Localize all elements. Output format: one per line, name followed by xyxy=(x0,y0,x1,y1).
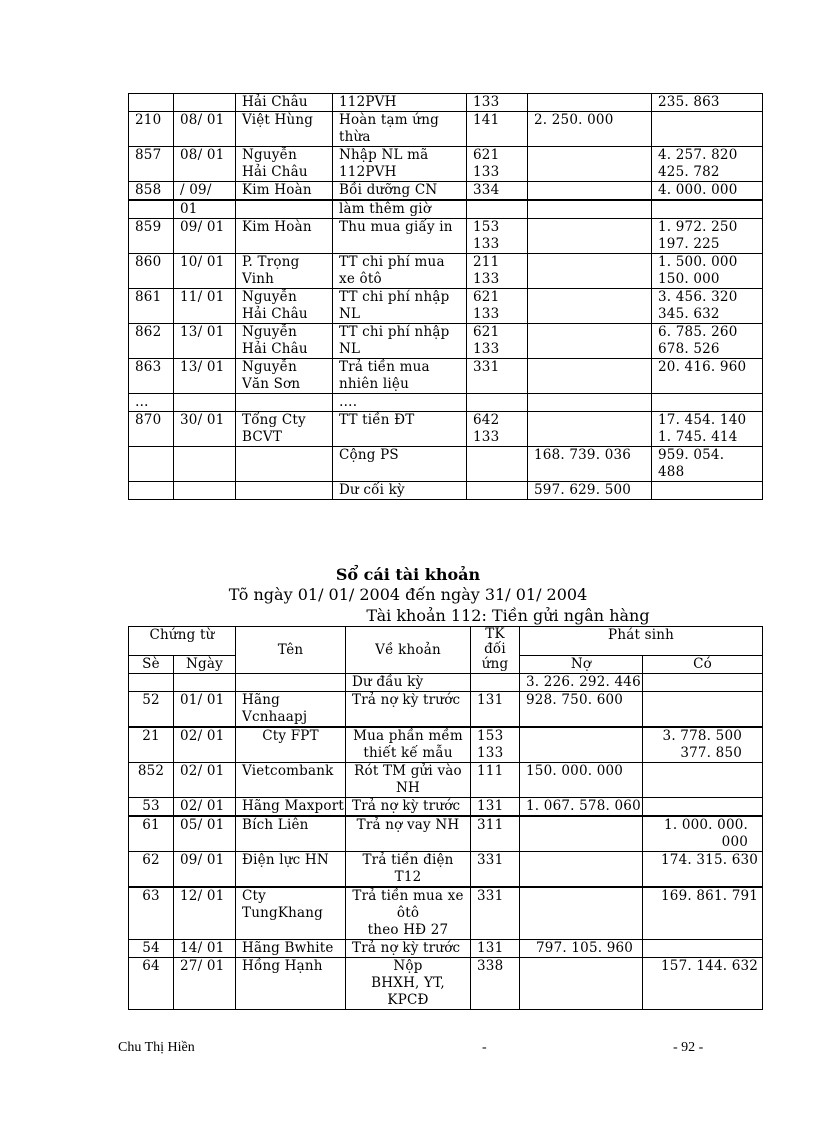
table-cell: 863 xyxy=(129,359,174,394)
table-cell: 30/ 01 xyxy=(174,412,236,447)
header-tk-doi-ung: TK đối ứng xyxy=(471,627,520,674)
table-cell: 311 xyxy=(471,816,520,852)
table-cell: 621 133 xyxy=(467,324,528,359)
table-cell: Nhập NL mã 112PVH xyxy=(333,147,467,182)
table-cell: 621 133 xyxy=(467,147,528,182)
table-cell: Bồi dưỡng CN xyxy=(333,182,467,201)
table-cell xyxy=(528,359,652,394)
table-cell: Hải Châu xyxy=(236,94,333,112)
table-row xyxy=(129,412,763,447)
table-cell: 131 xyxy=(471,692,520,728)
table-row xyxy=(129,798,763,817)
table-cell: 27/ 01 xyxy=(174,958,236,1010)
table-cell xyxy=(528,254,652,289)
table-cell: 235. 863 xyxy=(652,94,763,112)
table-cell: Hãng Bwhite xyxy=(236,940,346,958)
table-cell xyxy=(528,324,652,359)
table-cell xyxy=(467,447,528,482)
page-number: - 92 - xyxy=(673,1040,704,1055)
ledger-account: Tài khoản 112: Tiền gửi ngân hàng xyxy=(366,606,650,625)
table-cell xyxy=(174,394,236,412)
table-cell: 334 xyxy=(467,182,528,201)
table-cell: 597. 629. 500 xyxy=(528,482,652,500)
table-cell: 63 xyxy=(129,887,174,940)
table-cell: 859 xyxy=(129,219,174,254)
table-cell: TT chi phí nhập NL xyxy=(333,289,467,324)
table-cell: Nộp BHXH, YT, KPCĐ xyxy=(346,958,471,1010)
table-cell: 17. 454. 140 1. 745. 414 xyxy=(652,412,763,447)
table-row xyxy=(129,727,763,763)
table-cell: / 09/ xyxy=(174,182,236,201)
ledger-title: Sổ cái tài khoản xyxy=(335,565,481,584)
table-cell: 3. 226. 292. 446 xyxy=(520,674,643,692)
table-cell: TT tiền ĐT xyxy=(333,412,467,447)
table-cell: 4. 257. 820 425. 782 xyxy=(652,147,763,182)
table-row xyxy=(129,112,763,147)
table-row xyxy=(129,254,763,289)
table-cell xyxy=(467,200,528,219)
table-row xyxy=(129,940,763,958)
table-row xyxy=(129,147,763,182)
table-cell xyxy=(129,674,174,692)
table-cell: 13/ 01 xyxy=(174,359,236,394)
table-cell: Trả tiền mua nhiên liệu xyxy=(333,359,467,394)
table-cell: 13/ 01 xyxy=(174,324,236,359)
table-cell: 621 133 xyxy=(467,289,528,324)
table-cell: Cty FPT xyxy=(236,727,346,763)
table-cell: 1. 067. 578. 060 xyxy=(520,798,643,817)
table-cell: Hoàn tạm ứng thừa xyxy=(333,112,467,147)
ledger-period: Tõ ngày 01/ 01/ 2004 đến ngày 31/ 01/ 2004 xyxy=(228,585,588,604)
table-cell: Nguyễn Hải Châu xyxy=(236,289,333,324)
table-cell: Trả nợ kỳ trước xyxy=(346,692,471,728)
table-cell: 52 xyxy=(129,692,174,728)
table-cell: 09/ 01 xyxy=(174,219,236,254)
table-cell: Dư đầu kỳ xyxy=(346,674,471,692)
table-row xyxy=(129,200,763,219)
table-row xyxy=(129,482,763,500)
table-cell xyxy=(174,94,236,112)
table-row xyxy=(129,958,763,1010)
table-cell: Cty TungKhang xyxy=(236,887,346,940)
table-cell: Điện lực HN xyxy=(236,852,346,888)
table-cell: Trả nợ kỳ trước xyxy=(346,798,471,817)
table-cell xyxy=(129,200,174,219)
header-no: Nợ xyxy=(520,656,643,674)
table-cell: 02/ 01 xyxy=(174,763,236,798)
table-cell: Việt Hùng xyxy=(236,112,333,147)
table-cell: 09/ 01 xyxy=(174,852,236,888)
table-cell: 860 xyxy=(129,254,174,289)
table-row xyxy=(129,289,763,324)
table-cell xyxy=(652,112,763,147)
table-cell: 01/ 01 xyxy=(174,692,236,728)
table-row xyxy=(129,324,763,359)
table-row xyxy=(129,394,763,412)
table-cell: 131 xyxy=(471,940,520,958)
table-cell: 331 xyxy=(471,852,520,888)
table-cell xyxy=(528,412,652,447)
table-cell: 11/ 01 xyxy=(174,289,236,324)
header-ngay: Ngày xyxy=(174,656,236,674)
table-cell: 153 133 xyxy=(467,219,528,254)
table-row xyxy=(129,852,763,888)
table-cell: Trả nợ vay NH xyxy=(346,816,471,852)
header-so: Sè xyxy=(129,656,174,674)
table-cell: 05/ 01 xyxy=(174,816,236,852)
table-cell: 210 xyxy=(129,112,174,147)
table-cell xyxy=(652,482,763,500)
table-row xyxy=(129,359,763,394)
table-cell: Nguyễn Hải Châu xyxy=(236,147,333,182)
table-cell: 862 xyxy=(129,324,174,359)
table-cell xyxy=(174,447,236,482)
table-cell: 338 xyxy=(471,958,520,1010)
table-cell: Hãng Maxport xyxy=(236,798,346,817)
table-cell: 1. 500. 000 150. 000 xyxy=(652,254,763,289)
table-row xyxy=(129,692,763,728)
table-cell: 642 133 xyxy=(467,412,528,447)
table-cell xyxy=(174,482,236,500)
table-cell xyxy=(528,182,652,201)
table-cell: Kim Hoàn xyxy=(236,182,333,201)
header-co: Có xyxy=(643,656,763,674)
table-cell: 211 133 xyxy=(467,254,528,289)
table-row xyxy=(129,447,763,482)
general-ledger-table xyxy=(128,626,763,1010)
table-cell: Hãng Vcnhaapj xyxy=(236,692,346,728)
table-cell: 157. 144. 632 xyxy=(643,958,763,1010)
table-row xyxy=(129,816,763,852)
table-cell xyxy=(520,887,643,940)
table-cell: 64 xyxy=(129,958,174,1010)
table-cell: Mua phần mềm thiết kế mẫu xyxy=(346,727,471,763)
table-cell xyxy=(643,940,763,958)
table-cell xyxy=(520,958,643,1010)
header-ve-khoan: Về khoản xyxy=(346,627,471,674)
table-cell: 20. 416. 960 xyxy=(652,359,763,394)
table-cell xyxy=(520,816,643,852)
footer-author: Chu Thị Hiền xyxy=(118,1040,195,1055)
table-cell: Nguyễn Văn Sơn xyxy=(236,359,333,394)
table-row xyxy=(129,887,763,940)
header-chung-tu: Chứng từ xyxy=(129,627,236,656)
table-cell xyxy=(174,674,236,692)
table-cell: Kim Hoàn xyxy=(236,219,333,254)
table-cell: 861 xyxy=(129,289,174,324)
table-cell: TT chi phí mua xe ôtô xyxy=(333,254,467,289)
table-cell: 02/ 01 xyxy=(174,798,236,817)
table-cell: 174. 315. 630 xyxy=(643,852,763,888)
table-cell: 62 xyxy=(129,852,174,888)
table-cell: 797. 105. 960 xyxy=(520,940,643,958)
table-cell xyxy=(236,200,333,219)
table-cell: Cộng PS xyxy=(333,447,467,482)
table-cell: 1. 000. 000. 000 xyxy=(643,816,763,852)
table-cell xyxy=(471,674,520,692)
table-row xyxy=(129,674,763,692)
table-cell: 852 xyxy=(129,763,174,798)
table-cell xyxy=(520,727,643,763)
table-cell xyxy=(528,147,652,182)
table-cell xyxy=(528,200,652,219)
table-cell xyxy=(236,447,333,482)
table-cell: 12/ 01 xyxy=(174,887,236,940)
table-cell: 08/ 01 xyxy=(174,147,236,182)
table-cell: 331 xyxy=(471,887,520,940)
table-cell: 53 xyxy=(129,798,174,817)
table-cell: 02/ 01 xyxy=(174,727,236,763)
table-cell: Nguyễn Hải Châu xyxy=(236,324,333,359)
table-row xyxy=(129,763,763,798)
table-cell: Hồng Hạnh xyxy=(236,958,346,1010)
header-row xyxy=(129,627,763,656)
table-cell: Bích Liên xyxy=(236,816,346,852)
table-cell: 3. 456. 320 345. 632 xyxy=(652,289,763,324)
table-cell: 111 xyxy=(471,763,520,798)
table-cell xyxy=(528,94,652,112)
table-cell: 141 xyxy=(467,112,528,147)
table-cell: Trả nợ kỳ trước xyxy=(346,940,471,958)
table-cell xyxy=(643,798,763,817)
table-cell: 1. 972. 250 197. 225 xyxy=(652,219,763,254)
table-cell: 133 xyxy=(467,94,528,112)
table-row xyxy=(129,94,763,112)
table-cell xyxy=(467,482,528,500)
table-cell: TT chi phí nhập NL xyxy=(333,324,467,359)
table-row xyxy=(129,182,763,201)
table-cell: 4. 000. 000 xyxy=(652,182,763,201)
table-cell xyxy=(643,674,763,692)
table-cell xyxy=(236,482,333,500)
table-cell: 331 xyxy=(467,359,528,394)
table-cell: P. Trọng Vinh xyxy=(236,254,333,289)
table-cell: 858 xyxy=(129,182,174,201)
table-cell xyxy=(236,394,333,412)
table-cell xyxy=(643,692,763,728)
header-ten: Tên xyxy=(236,627,346,674)
table-cell: …. xyxy=(333,394,467,412)
table-cell: Thu mua giấy in xyxy=(333,219,467,254)
table-cell: 01 xyxy=(174,200,236,219)
table-cell: 21 xyxy=(129,727,174,763)
table-cell xyxy=(652,394,763,412)
table-cell: 131 xyxy=(471,798,520,817)
table-cell xyxy=(528,289,652,324)
table-cell: làm thêm giờ xyxy=(333,200,467,219)
table-cell: 928. 750. 600 xyxy=(520,692,643,728)
table-cell xyxy=(652,200,763,219)
table-cell: 10/ 01 xyxy=(174,254,236,289)
table-cell xyxy=(236,674,346,692)
header-phat-sinh: Phát sinh xyxy=(520,627,763,656)
table-cell xyxy=(129,94,174,112)
table-cell: 08/ 01 xyxy=(174,112,236,147)
table-cell: 153 133 xyxy=(471,727,520,763)
table-cell: Dư cối kỳ xyxy=(333,482,467,500)
table-cell: 169. 861. 791 xyxy=(643,887,763,940)
table-cell: 61 xyxy=(129,816,174,852)
table-cell xyxy=(643,763,763,798)
table-cell xyxy=(520,852,643,888)
table-cell: Trả tiền điện T12 xyxy=(346,852,471,888)
table-cell: 857 xyxy=(129,147,174,182)
table-cell xyxy=(528,394,652,412)
table-row xyxy=(129,219,763,254)
footer-separator: - xyxy=(482,1040,487,1055)
table-cell: Rót TM gửi vào NH xyxy=(346,763,471,798)
table-cell xyxy=(467,394,528,412)
table-cell: 3. 778. 500 377. 850 xyxy=(643,727,763,763)
table-cell: 54 xyxy=(129,940,174,958)
table-cell: 6. 785. 260 678. 526 xyxy=(652,324,763,359)
table-cell: 870 xyxy=(129,412,174,447)
table-cell: 112PVH xyxy=(333,94,467,112)
table-cell: Vietcombank xyxy=(236,763,346,798)
ledger-continuation-table xyxy=(128,93,763,500)
table-cell xyxy=(129,482,174,500)
table-cell: 14/ 01 xyxy=(174,940,236,958)
table-cell: 959. 054. 488 xyxy=(652,447,763,482)
table-cell: Tổng Cty BCVT xyxy=(236,412,333,447)
table-cell: 150. 000. 000 xyxy=(520,763,643,798)
table-cell: … xyxy=(129,394,174,412)
table-cell xyxy=(528,219,652,254)
table-cell: Trả tiền mua xe ôtô theo HĐ 27 xyxy=(346,887,471,940)
table-cell: 168. 739. 036 xyxy=(528,447,652,482)
table-cell xyxy=(129,447,174,482)
table-cell: 2. 250. 000 xyxy=(528,112,652,147)
